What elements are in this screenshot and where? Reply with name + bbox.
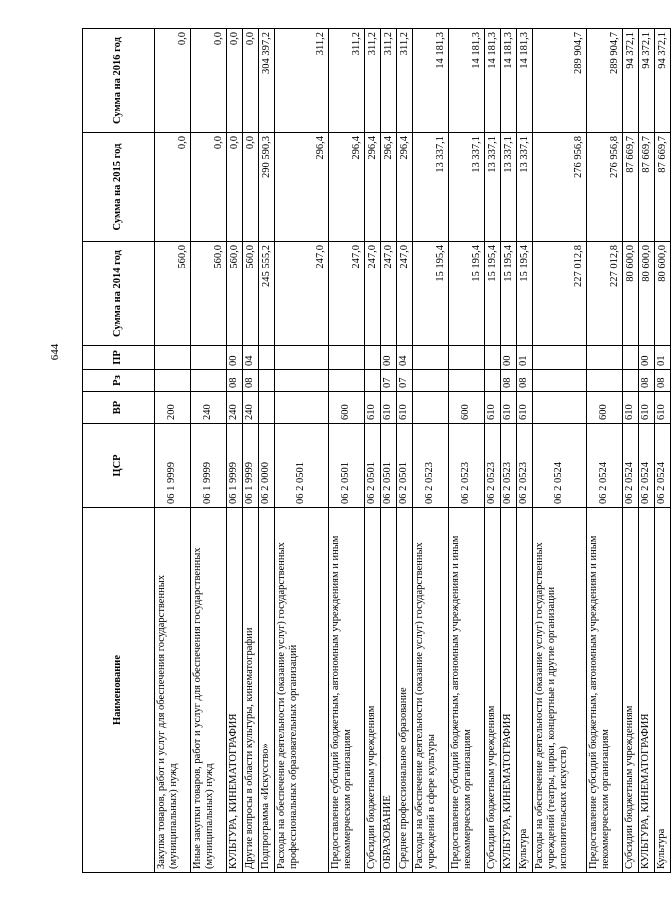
cell-pr: 04 [397,346,413,370]
table-row [365,29,381,873]
table-row [533,29,587,873]
cell-2016: 0,0 [155,29,191,133]
cell-vr [275,392,329,424]
cell-2015: 290 590,3 [259,133,275,242]
table-body [155,29,671,873]
col-header-name: Наименование [83,508,155,873]
table-row [501,29,517,873]
cell-name: Субсидии бюджетным учреждениям [485,508,501,873]
cell-pr [259,346,275,370]
cell-2015: 0,0 [191,133,227,242]
cell-2014: 15 195,4 [501,242,517,346]
cell-2016: 94 372,1 [623,29,639,133]
cell-pr [155,346,191,370]
cell-name: Расходы на обеспечение деятельности (оказание услуг) государственных профессиональных образовательных организаций [275,508,329,873]
header-row [83,29,155,873]
cell-2015: 296,4 [275,133,329,242]
cell-2016: 311,2 [365,29,381,133]
cell-csr: 06 2 0523 [501,424,517,508]
cell-rz [259,370,275,392]
cell-2015: 296,4 [329,133,365,242]
cell-name: КУЛЬТУРА, КИНЕМАТОГРАФИЯ [501,508,517,873]
cell-2016: 94 372,1 [639,29,655,133]
cell-2015: 276 956,8 [587,133,623,242]
cell-2014: 227 012,8 [587,242,623,346]
cell-name: Закупка товаров, работ и услуг для обеспечения государственных (муниципальных) нужд [155,508,191,873]
cell-2016: 311,2 [329,29,365,133]
cell-pr [623,346,639,370]
cell-csr: 06 2 0524 [587,424,623,508]
cell-2016: 0,0 [227,29,243,133]
cell-2015: 276 956,8 [533,133,587,242]
cell-csr: 06 2 0523 [413,424,449,508]
table-row [413,29,449,873]
cell-rz: 07 [381,370,397,392]
cell-2014: 15 195,4 [449,242,485,346]
table-row [243,29,259,873]
cell-rz: 08 [227,370,243,392]
cell-rz [413,370,449,392]
cell-pr: 00 [501,346,517,370]
cell-rz: 08 [517,370,533,392]
cell-name: Предоставление субсидий бюджетным, автономным учреждениям и иным некоммерческим организациям [587,508,623,873]
cell-rz [365,370,381,392]
cell-pr [533,346,587,370]
cell-vr [259,392,275,424]
cell-rz: 08 [501,370,517,392]
page-number: 644 [49,343,61,361]
cell-2015: 87 669,7 [639,133,655,242]
cell-pr: 01 [517,346,533,370]
cell-2014: 560,0 [227,242,243,346]
cell-2015: 13 337,1 [413,133,449,242]
cell-name: Предоставление субсидий бюджетным, автономным учреждениям и иным некоммерческим организациям [329,508,365,873]
table-row [655,29,671,873]
cell-2016: 14 181,3 [501,29,517,133]
cell-2014: 80 600,0 [639,242,655,346]
table-row [275,29,329,873]
col-header-pr: ПР [83,346,155,370]
cell-name: Расходы на обеспечение деятельности (оказание услуг) государственных учреждений (театры, цирки, концертные и другие организации исполнительских искусств) [533,508,587,873]
cell-vr: 610 [397,392,413,424]
cell-2016: 0,0 [243,29,259,133]
cell-vr: 240 [191,392,227,424]
cell-pr [449,346,485,370]
cell-2014: 15 195,4 [413,242,449,346]
cell-pr: 01 [655,346,671,370]
cell-vr: 610 [485,392,501,424]
cell-2014: 245 555,2 [259,242,275,346]
cell-vr: 610 [501,392,517,424]
cell-2016: 311,2 [275,29,329,133]
cell-2014: 247,0 [365,242,381,346]
col-header-rz: Рз [83,370,155,392]
table-row [517,29,533,873]
cell-2015: 13 337,1 [485,133,501,242]
cell-csr: 06 1 9999 [191,424,227,508]
cell-vr: 600 [329,392,365,424]
cell-pr: 00 [227,346,243,370]
cell-name: КУЛЬТУРА, КИНЕМАТОГРАФИЯ [639,508,655,873]
cell-name: Среднее профессиональное образование [397,508,413,873]
cell-csr: 06 2 0524 [655,424,671,508]
cell-pr: 00 [639,346,655,370]
cell-2016: 0,0 [191,29,227,133]
cell-vr: 610 [639,392,655,424]
cell-vr: 600 [587,392,623,424]
cell-name: ОБРАЗОВАНИЕ [381,508,397,873]
cell-2014: 560,0 [155,242,191,346]
col-header-2016: Сумма на 2016 год [83,29,155,133]
cell-vr: 240 [243,392,259,424]
cell-2016: 311,2 [397,29,413,133]
cell-csr: 06 1 9999 [243,424,259,508]
cell-2015: 0,0 [227,133,243,242]
cell-csr: 06 2 0524 [623,424,639,508]
table-row [397,29,413,873]
cell-csr: 06 2 0523 [485,424,501,508]
cell-2016: 94 372,1 [655,29,671,133]
cell-2016: 14 181,3 [449,29,485,133]
cell-2016: 304 397,2 [259,29,275,133]
cell-2015: 296,4 [365,133,381,242]
cell-name: КУЛЬТУРА, КИНЕМАТОГРАФИЯ [227,508,243,873]
cell-vr: 610 [381,392,397,424]
cell-csr: 06 1 9999 [155,424,191,508]
cell-rz [449,370,485,392]
cell-pr [365,346,381,370]
table-row [623,29,639,873]
cell-name: Другие вопросы в области культуры, кинематографии [243,508,259,873]
cell-rz [533,370,587,392]
budget-table [82,28,671,873]
table-row [155,29,191,873]
cell-2014: 80 600,0 [655,242,671,346]
table-row [259,29,275,873]
cell-csr: 06 2 0501 [275,424,329,508]
cell-csr: 06 2 0501 [329,424,365,508]
cell-vr [533,392,587,424]
cell-2016: 311,2 [381,29,397,133]
cell-name: Подпрограмма «Искусство» [259,508,275,873]
cell-name: Предоставление субсидий бюджетным, автономным учреждениям и иным некоммерческим организациям [449,508,485,873]
cell-2014: 247,0 [381,242,397,346]
cell-2014: 247,0 [275,242,329,346]
cell-name: Субсидии бюджетным учреждениям [623,508,639,873]
rotated-page [82,29,668,873]
cell-2014: 227 012,8 [533,242,587,346]
table-row [191,29,227,873]
cell-2014: 15 195,4 [517,242,533,346]
cell-2014: 247,0 [329,242,365,346]
cell-rz: 08 [639,370,655,392]
cell-pr [587,346,623,370]
cell-2014: 560,0 [191,242,227,346]
cell-name: Субсидии бюджетным учреждениям [365,508,381,873]
cell-rz [587,370,623,392]
cell-pr [275,346,329,370]
cell-pr [329,346,365,370]
cell-csr: 06 2 0501 [365,424,381,508]
table-row [227,29,243,873]
cell-2016: 289 904,7 [587,29,623,133]
cell-vr: 240 [227,392,243,424]
table-row [381,29,397,873]
cell-pr [413,346,449,370]
cell-rz [155,370,191,392]
table-header [83,29,155,873]
cell-rz: 08 [655,370,671,392]
cell-vr: 610 [655,392,671,424]
table-row [639,29,655,873]
col-header-2015: Сумма на 2015 год [83,133,155,242]
cell-2015: 13 337,1 [501,133,517,242]
cell-csr: 06 2 0523 [517,424,533,508]
cell-2016: 289 904,7 [533,29,587,133]
cell-2014: 247,0 [397,242,413,346]
cell-name: Культура [655,508,671,873]
cell-csr: 06 2 0524 [639,424,655,508]
col-header-vr: ВР [83,392,155,424]
cell-2015: 13 337,1 [449,133,485,242]
table-row [587,29,623,873]
cell-2016: 14 181,3 [517,29,533,133]
table-row [329,29,365,873]
cell-rz [485,370,501,392]
cell-csr: 06 2 0524 [533,424,587,508]
cell-vr: 200 [155,392,191,424]
cell-csr: 06 2 0000 [259,424,275,508]
cell-rz [191,370,227,392]
cell-vr: 610 [365,392,381,424]
cell-vr: 600 [449,392,485,424]
cell-2015: 87 669,7 [655,133,671,242]
cell-pr: 00 [381,346,397,370]
cell-2015: 0,0 [243,133,259,242]
cell-csr: 06 1 9999 [227,424,243,508]
cell-2015: 87 669,7 [623,133,639,242]
cell-rz [329,370,365,392]
table-row [485,29,501,873]
cell-rz [275,370,329,392]
cell-rz: 07 [397,370,413,392]
cell-pr [191,346,227,370]
cell-csr: 06 2 0523 [449,424,485,508]
cell-2015: 296,4 [381,133,397,242]
col-header-csr: ЦСР [83,424,155,508]
cell-name: Расходы на обеспечение деятельности (оказание услуг) государственных учреждений в сфере культуры [413,508,449,873]
cell-csr: 06 2 0501 [381,424,397,508]
cell-2015: 0,0 [155,133,191,242]
cell-csr: 06 2 0501 [397,424,413,508]
cell-2014: 15 195,4 [485,242,501,346]
cell-2016: 14 181,3 [413,29,449,133]
cell-rz [623,370,639,392]
cell-2015: 296,4 [397,133,413,242]
cell-2015: 13 337,1 [517,133,533,242]
cell-name: Культура [517,508,533,873]
cell-name: Иные закупки товаров, работ и услуг для обеспечения государственных (муниципальных) нужд [191,508,227,873]
cell-2014: 560,0 [243,242,259,346]
col-header-2014: Сумма на 2014 год [83,242,155,346]
cell-2014: 80 600,0 [623,242,639,346]
cell-vr: 610 [623,392,639,424]
cell-vr [413,392,449,424]
cell-2016: 14 181,3 [485,29,501,133]
cell-vr: 610 [517,392,533,424]
cell-rz: 08 [243,370,259,392]
table-row [449,29,485,873]
cell-pr: 04 [243,346,259,370]
cell-pr [485,346,501,370]
